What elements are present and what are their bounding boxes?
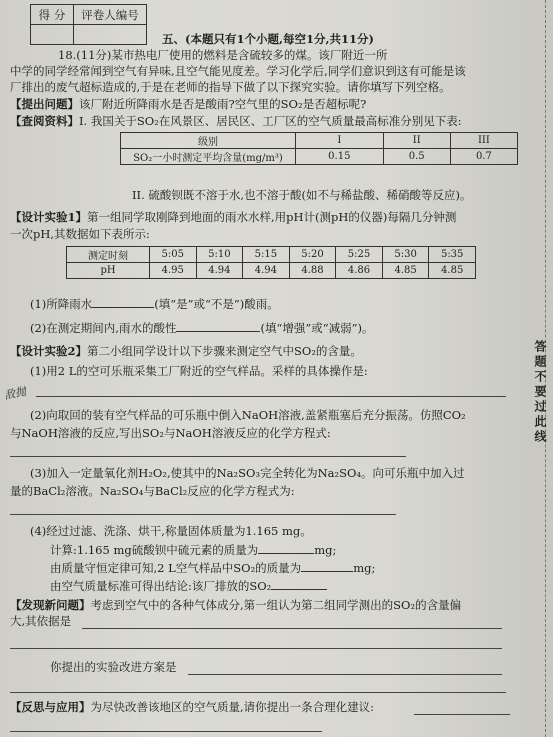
new-problem-row (10, 598, 461, 612)
ph-table-time: 5:25 (336, 247, 383, 263)
table1-header-1: I (296, 133, 384, 149)
ph-table-value: 4.86 (336, 263, 383, 279)
experiment1-row (10, 210, 456, 224)
e1-q1-answer[interactable] (92, 296, 154, 308)
air-standard-table (120, 132, 518, 165)
experiment2-text: 第二小组同学设计以下步骤来测定空气中SO₂的含量。 (87, 344, 362, 358)
calc-3 (50, 578, 327, 593)
score-cell[interactable] (31, 25, 74, 45)
reflection-row (10, 700, 374, 714)
ph-table-value: 4.95 (150, 263, 197, 279)
calc-2-answer[interactable] (301, 560, 353, 572)
experiment1-text-2: 一次pH,其数据如下表所示: (10, 227, 150, 241)
ph-table-value: 4.94 (196, 263, 243, 279)
e2-step-1: (1)用2 L的空可乐瓶采集工厂附近的空气样品。采样的具体操作是: (30, 364, 368, 378)
ph-table-time: 5:30 (382, 247, 429, 263)
ph-table-value: 4.88 (289, 263, 336, 279)
e2-step3-answer-line[interactable] (10, 514, 396, 515)
ph-table-time: 5:20 (289, 247, 336, 263)
e1-q1-text: (1)所降雨水 (30, 297, 93, 311)
section-title: 五、(本题只有1个小题,每空1分,共11分) (162, 32, 374, 46)
improvement-answer-line-2[interactable] (10, 692, 506, 693)
table1-row-label: SO₂一小时测定平均含量(mg/m³) (121, 149, 296, 165)
grader-cell[interactable] (74, 25, 147, 45)
grader-label: 评卷人编号 (74, 5, 147, 25)
e2-step2-answer-line[interactable] (10, 456, 406, 457)
reflection-label: 【反思与应用】 (10, 700, 91, 714)
reference-text-1: I. 我国关于SO₂在风景区、居民区、工厂区的空气质量最高标准分别见下表: (79, 114, 462, 128)
reference-text-2: II. 硫酸钡既不溶于水,也不溶于酸(如不与稀盐酸、稀硝酸等反应)。 (132, 188, 472, 202)
e1-question-1 (30, 296, 279, 311)
reference-label: 【查阅资料】 (10, 114, 79, 128)
table1-value-2: 0.5 (383, 149, 450, 165)
calc-2 (50, 560, 375, 575)
score-box (30, 4, 147, 45)
table1-value-3: 0.7 (450, 149, 517, 165)
e2-step1-answer-line[interactable] (36, 396, 506, 397)
experiment2-label: 【设计实验2】 (10, 344, 88, 358)
calc-1-answer[interactable] (258, 542, 314, 554)
reflection-answer-line-2[interactable] (10, 731, 322, 732)
table1-header-label: 级别 (121, 133, 296, 149)
calc-1 (50, 542, 336, 557)
ph-table-time: 5:05 (150, 247, 197, 263)
e2-step-2-cont: 与NaOH溶液的反应,写出SO₂与NaOH溶液反应的化学方程式: (10, 426, 331, 440)
e1-q2-hint: (填“增强”或“减弱”)。 (260, 321, 374, 335)
margin-warning: 答题不要过此线 (533, 340, 547, 445)
ph-table-value: 4.85 (429, 263, 476, 279)
ph-table-time: 5:10 (196, 247, 243, 263)
e1-q1-hint: (填“是”或“不是”)酸雨。 (154, 297, 279, 311)
new-problem-text: 考虑到空气中的各种气体成分,第一组认为第二组同学测出的SO₂的含量偏 (90, 598, 462, 612)
experiment1-label: 【设计实验1】 (10, 210, 88, 224)
experiment2-row (10, 344, 362, 358)
e2-step-4: (4)经过过滤、洗涤、烘干,称量固体质量为1.165 mg。 (30, 524, 312, 538)
reflection-answer-line[interactable] (414, 714, 510, 715)
e1-question-2 (30, 320, 373, 335)
table1-header-3: III (450, 133, 517, 149)
question-intro: 18.(11分)某市热电厂使用的燃料是含硫较多的煤。该厂附近一所 (58, 48, 388, 62)
reference-row (10, 114, 462, 128)
basis-answer-line-2[interactable] (10, 648, 502, 649)
table1-header-2: II (383, 133, 450, 149)
handwritten-note: 敌抛 (2, 384, 28, 403)
ph-table-value: 4.94 (243, 263, 290, 279)
ph-table-time: 5:15 (243, 247, 290, 263)
experiment1-text: 第一组同学取刚降到地面的雨水水样,用pH计(测pH的仪器)每隔几分钟测 (87, 210, 457, 224)
problem-row (10, 97, 366, 111)
problem-text: 该厂附近所降雨水是否是酸雨?空气里的SO₂是否超标呢? (79, 97, 367, 111)
improvement-prompt: 你提出的实验改进方案是 (50, 660, 177, 674)
new-problem-text-2: 大,其依据是 (10, 614, 72, 628)
ph-table (66, 246, 476, 279)
e1-q2-answer[interactable] (176, 320, 260, 332)
calc-1-unit: mg; (314, 543, 337, 557)
ph-table-header-label: 测定时刻 (67, 247, 150, 263)
e2-step-2: (2)向取回的装有空气样品的可乐瓶中倒入NaOH溶液,盖紧瓶塞后充分振荡。仿照CO₂ (30, 408, 466, 422)
ph-table-row-label: pH (67, 263, 150, 279)
e2-step-3-cont: 量的BaCl₂溶液。Na₂SO₄与BaCl₂反应的化学方程式为: (10, 484, 295, 498)
table1-value-1: 0.15 (296, 149, 384, 165)
ph-table-value: 4.85 (382, 263, 429, 279)
calc-3-text: 由空气质量标准可得出结论:该厂排放的SO₂ (50, 579, 272, 593)
new-problem-label: 【发现新问题】 (10, 598, 91, 612)
question-intro-3: 厂排出的废气超标造成的,于是在老师的指导下做了以下探究实验。请你填写下列空格。 (10, 80, 451, 94)
calc-2-unit: mg; (353, 561, 376, 575)
basis-answer-line[interactable] (82, 628, 502, 629)
calc-3-answer[interactable] (271, 578, 327, 590)
problem-label: 【提出问题】 (10, 97, 79, 111)
reflection-text: 为尽快改善该地区的空气质量,请你提出一条合理化建议: (90, 700, 375, 714)
calc-2-text: 由质量守恒定律可知,2 L空气样品中SO₂的质量为 (50, 561, 302, 575)
e1-q2-text: (2)在测定期间内,雨水的酸性 (30, 321, 177, 335)
ph-table-time: 5:35 (429, 247, 476, 263)
score-label: 得 分 (31, 5, 74, 25)
calc-1-text: 计算:1.165 mg硫酸钡中硫元素的质量为 (50, 543, 259, 557)
e2-step-3: (3)加入一定量氧化剂H₂O₂,使其中的Na₂SO₃完全转化为Na₂SO₄。向可乐瓶中加入过 (30, 466, 465, 480)
improvement-answer-line[interactable] (188, 674, 502, 675)
question-intro-2: 中学的同学经常闻到空气有异味,且空气能见度差。学习化学后,同学们意识到这有可能是该 (10, 64, 466, 78)
